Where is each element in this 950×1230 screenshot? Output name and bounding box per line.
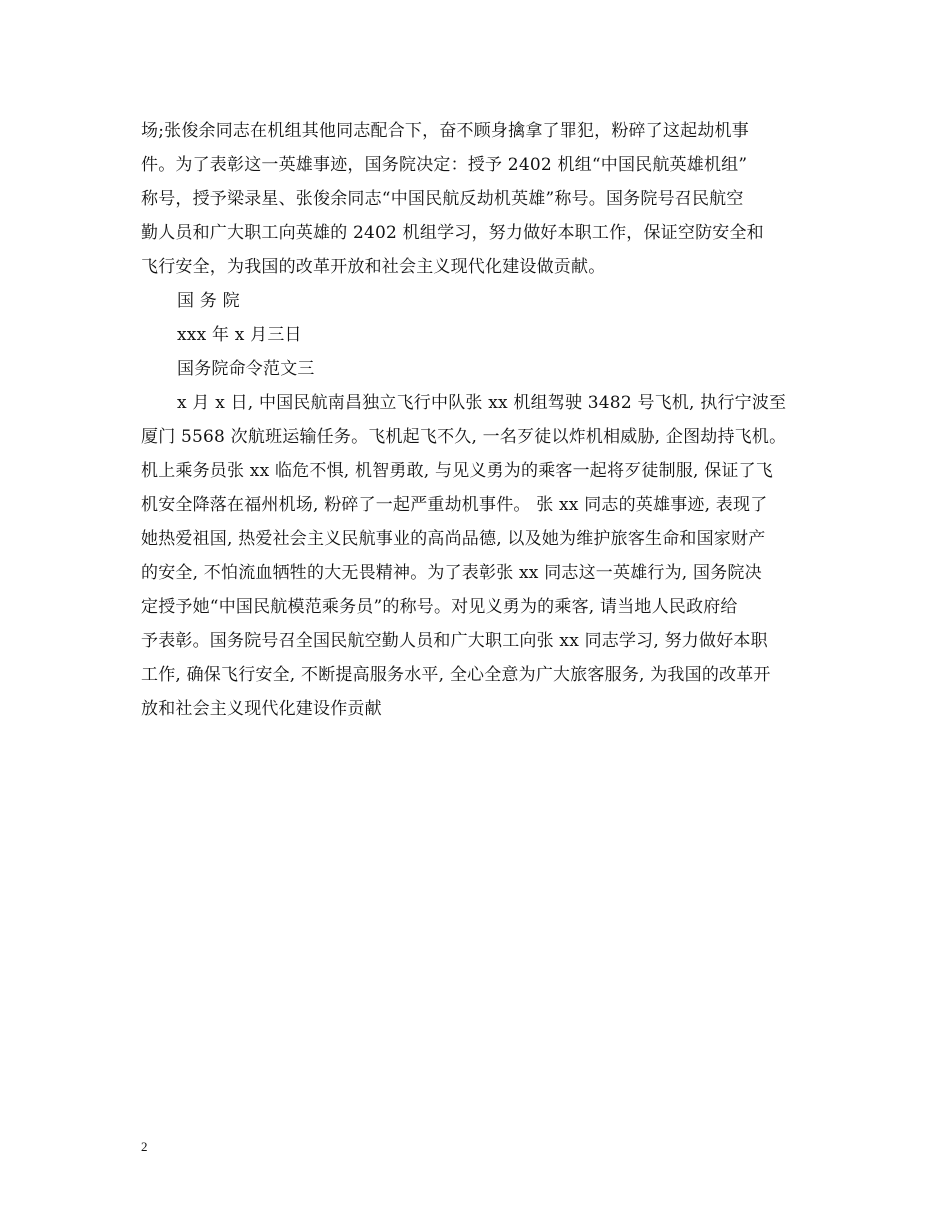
paragraph-line: 称号，授予梁录星、张俊余同志“中国民航反劫机英雄”称号。国务院号召民航空 [141, 189, 744, 209]
signature-date: xxx 年 x 月三日 [177, 325, 302, 345]
paragraph-line: 机安全降落在福州机场, 粉碎了一起严重劫机事件。 张 xx 同志的英雄事迹, 表现了 [141, 495, 768, 515]
paragraph-line: 场;张俊余同志在机组其他同志配合下，奋不顾身擒拿了罪犯，粉碎了这起劫机事 [141, 121, 749, 141]
paragraph-line: x 月 x 日, 中国民航南昌独立飞行中队张 xx 机组驾驶 3482 号飞机, 执行宁波至 [177, 393, 787, 413]
paragraph-line: 工作, 确保飞行安全, 不断提高服务水平, 全心全意为广大旅客服务, 为我国的改革开 [141, 665, 771, 685]
page-number: 2 [141, 1139, 148, 1154]
paragraph-line: 勤人员和广大职工向英雄的 2402 机组学习，努力做好本职工作，保证空防安全和 [141, 223, 764, 243]
paragraph-line: 她热爱祖国, 热爱社会主义民航事业的高尚品德, 以及她为维护旅客生命和国家财产 [141, 529, 766, 549]
signature-issuer: 国 务 院 [177, 291, 240, 311]
paragraph-line: 机上乘务员张 xx 临危不惧, 机智勇敢, 与见义勇为的乘客一起将歹徒制服, 保证了飞 [141, 461, 774, 481]
paragraph-line: 飞行安全，为我国的改革开放和社会主义现代化建设做贡献。 [141, 257, 606, 277]
document-body [141, 114, 821, 726]
paragraph-line: 放和社会主义现代化建设作贡献 [141, 699, 382, 719]
paragraph-line: 件。为了表彰这一英雄事迹，国务院决定：授予 2402 机组“中国民航英雄机组” [141, 155, 748, 175]
paragraph-line: 厦门 5568 次航班运输任务。飞机起飞不久, 一名歹徒以炸机相威胁, 企图劫持飞机。 [141, 427, 787, 447]
paragraph-line: 的安全, 不怕流血牺牲的大无畏精神。为了表彰张 xx 同志这一英雄行为, 国务院决 [141, 563, 762, 583]
paragraph-line: 定授予她“中国民航模范乘务员”的称号。对见义勇为的乘客, 请当地人民政府给 [141, 597, 738, 617]
section-heading: 国务院命令范文三 [177, 359, 315, 379]
paragraph-line: 予表彰。国务院号召全国民航空勤人员和广大职工向张 xx 同志学习, 努力做好本职 [141, 631, 768, 651]
